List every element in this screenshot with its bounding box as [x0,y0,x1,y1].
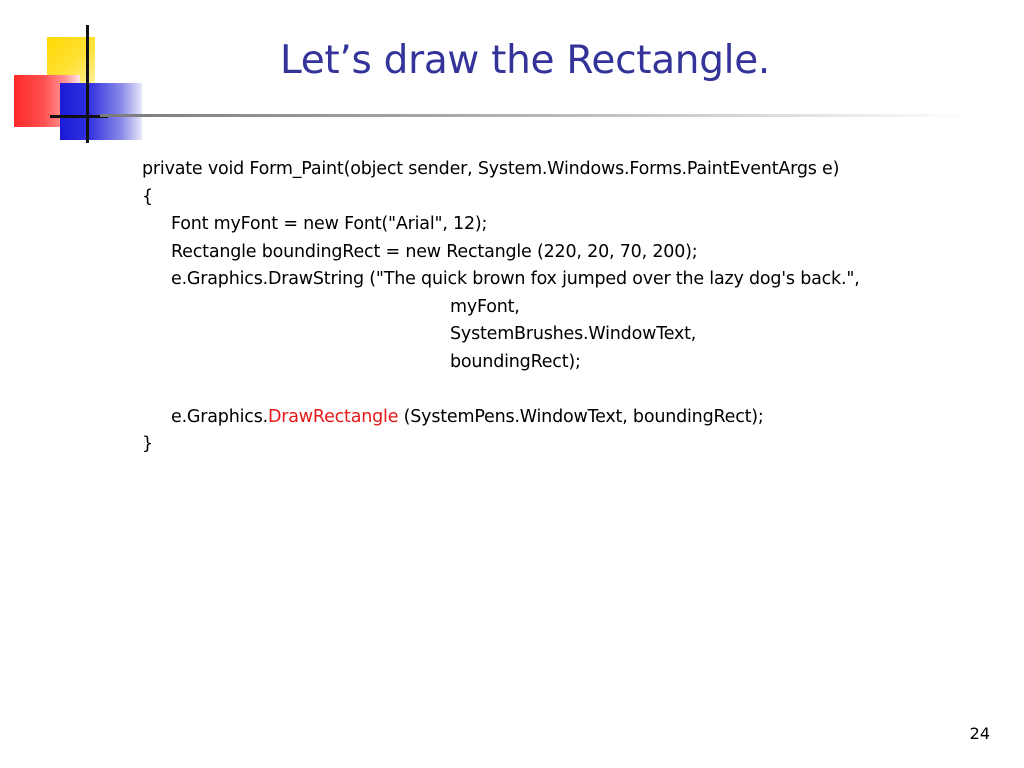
code-line: Font myFont = new Font("Arial", 12); [171,214,488,234]
blue-square-shape [60,83,142,140]
page-number: 24 [969,724,990,743]
code-line: myFont, [450,296,520,317]
code-suffix: (SystemPens.WindowText, boundingRect); [398,406,764,427]
code-line: e.Graphics.DrawString ("The quick brown fox jumped over the lazy dog's back.", [171,269,860,289]
code-line: boundingRect); [450,351,581,372]
code-line: Rectangle boundingRect = new Rectangle (220, 20, 70, 200); [171,241,698,262]
code-line: { [142,186,153,207]
code-line-draw-rectangle [142,404,860,432]
slide-title: Let’s draw the Rectangle. [280,38,770,83]
code-line-blank [142,376,860,404]
title-divider [100,114,970,117]
code-line: } [142,434,153,454]
code-line: SystemBrushes.WindowText, [450,324,697,344]
code-block [142,156,860,459]
code-prefix: e.Graphics. [171,406,268,427]
decorative-logo [0,0,150,150]
highlighted-method: DrawRectangle [267,406,399,427]
code-line: private void Form_Paint(object sender, System.Windows.Forms.PaintEventArgs e) [142,159,840,179]
vertical-line-shape [86,25,89,143]
